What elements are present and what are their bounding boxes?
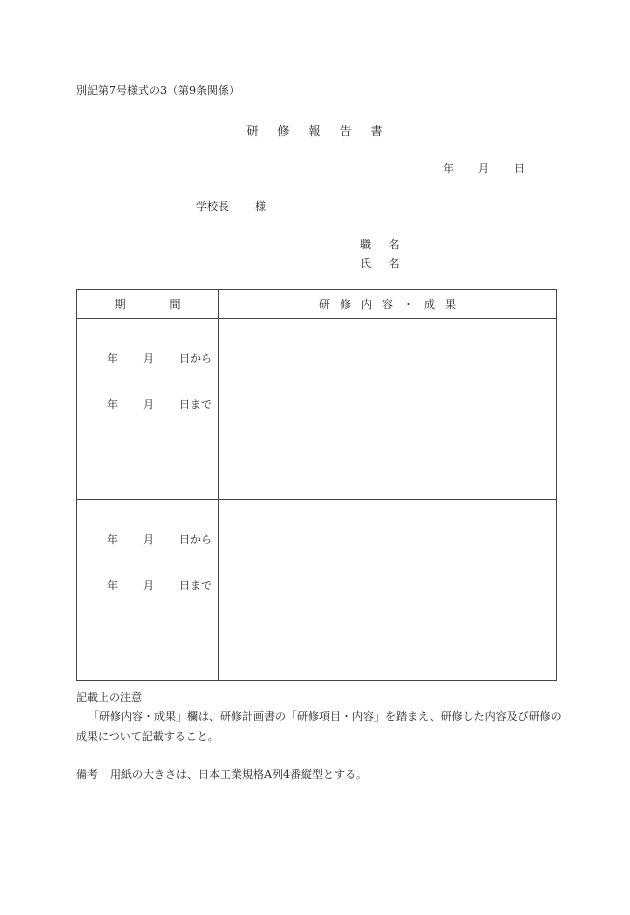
title-char: 告: [339, 124, 353, 138]
date-day: 日: [514, 162, 525, 175]
to-month: 月: [143, 398, 154, 411]
header-content-char: 研: [319, 298, 330, 311]
post-label: 職 名: [360, 238, 407, 251]
table-row: [77, 319, 557, 500]
from-month: 月: [143, 352, 154, 365]
addressee-label: 学校長: [196, 200, 229, 213]
remark-label: 備考: [76, 768, 98, 781]
period-cell: [77, 319, 219, 500]
form-id: 別記第7号様式の3（第9条関係）: [76, 84, 240, 97]
period-from: [107, 531, 212, 547]
to-year: 年: [107, 579, 118, 592]
header-content-char: 容: [382, 298, 393, 311]
to-day: 日まで: [179, 579, 212, 592]
table-row: [77, 500, 557, 681]
header-period-char: 間: [169, 298, 181, 311]
title-char: 研: [246, 124, 260, 138]
period-cell: [77, 500, 219, 681]
title-char: 書: [370, 124, 384, 138]
header-period-char: 期: [114, 298, 126, 311]
remark-text: 用紙の大きさは、日本工業規格A列4番縦型とする。: [110, 768, 367, 781]
to-month: 月: [143, 579, 154, 592]
title-char: 修: [277, 124, 291, 138]
to-day: 日まで: [179, 398, 212, 411]
header-content-char: 成: [424, 298, 435, 311]
header-period: [77, 290, 219, 319]
remark: [76, 766, 367, 782]
content-cell[interactable]: [219, 319, 557, 500]
name-label: 氏 名: [360, 257, 407, 270]
notes-heading: 記載上の注意: [76, 691, 142, 704]
from-month: 月: [143, 533, 154, 546]
date-month: 月: [478, 162, 489, 175]
period-to: [107, 396, 212, 412]
table-header-row: [77, 290, 557, 319]
header-content-char: 果: [445, 298, 456, 311]
to-year: 年: [107, 398, 118, 411]
header-content-char: ・: [403, 298, 414, 311]
period-to: [107, 577, 212, 593]
from-year: 年: [107, 352, 118, 365]
content-cell[interactable]: [219, 500, 557, 681]
from-day: 日から: [179, 533, 212, 546]
report-table: [76, 289, 557, 681]
from-year: 年: [107, 533, 118, 546]
period-from: [107, 350, 212, 366]
header-content: [219, 290, 557, 319]
from-day: 日から: [179, 352, 212, 365]
addressee: [196, 198, 266, 214]
date-year: 年: [443, 162, 454, 175]
notes-body: 「研修内容・成果」欄は、研修計画書の「研修項目・内容」を踏まえ、研修した内容及び研修の成果について記載すること。: [76, 710, 562, 743]
document-title: [0, 122, 630, 139]
date-line: [443, 160, 525, 176]
header-content-char: 内: [361, 298, 372, 311]
title-char: 報: [308, 124, 322, 138]
header-content-char: 修: [340, 298, 351, 311]
addressee-honorific: 様: [255, 200, 266, 213]
